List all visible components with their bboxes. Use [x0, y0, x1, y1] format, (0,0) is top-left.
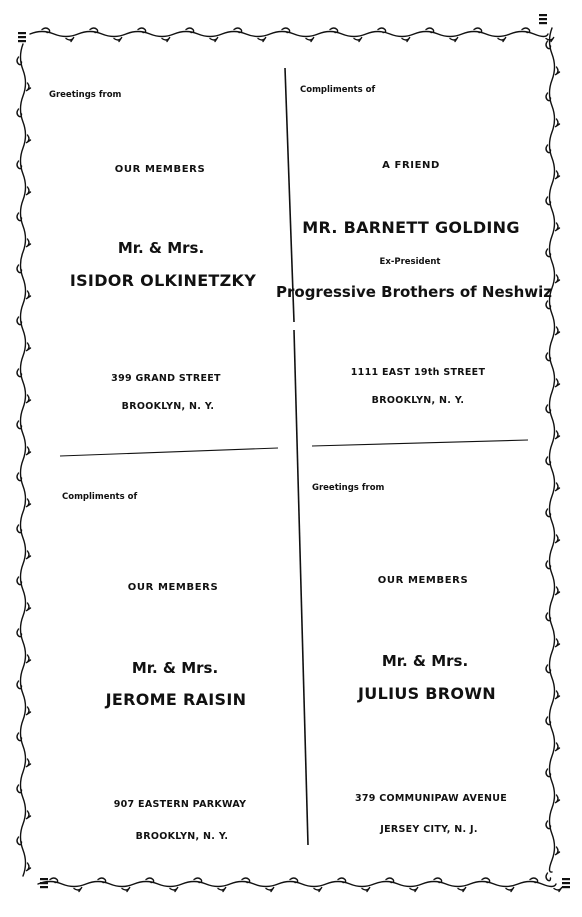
ad-greeting: Greetings from: [49, 90, 122, 100]
ad-greeting: Compliments of: [62, 492, 138, 502]
ad-city: BROOKLYN, N. Y.: [371, 395, 465, 406]
ad-greeting: Compliments of: [300, 85, 376, 95]
ad-name: JULIUS BROWN: [358, 684, 496, 703]
ad-organization: Progressive Brothers of Neshwiz: [276, 283, 552, 301]
ad-group: OUR MEMBERS: [127, 582, 219, 593]
ad-address: 907 EASTERN PARKWAY: [113, 799, 247, 810]
ad-name: ISIDOR OLKINETZKY: [69, 271, 257, 290]
ad-group: OUR MEMBERS: [377, 575, 469, 586]
ad-address: 399 GRAND STREET: [111, 373, 221, 384]
ad-address: 1111 EAST 19th STREET: [350, 367, 486, 378]
ad-role: Ex-President: [379, 257, 441, 267]
ad-city: BROOKLYN, N. Y.: [121, 401, 215, 412]
ad-title: Mr. & Mrs.: [117, 239, 205, 257]
vertical-divider: [294, 330, 308, 845]
ad-title: Mr. & Mrs.: [381, 652, 469, 670]
ad-city: JERSEY CITY, N. J.: [380, 824, 478, 835]
ad-name: MR. BARNETT GOLDING: [302, 218, 520, 237]
horizontal-divider-left: [60, 448, 278, 456]
ad-group: OUR MEMBERS: [114, 164, 206, 175]
ad-name: JEROME RAISIN: [105, 690, 247, 709]
ad-title: Mr. & Mrs.: [131, 659, 219, 677]
ad-city: BROOKLYN, N. Y.: [135, 831, 229, 842]
ad-group: A FRIEND: [382, 160, 440, 171]
horizontal-divider-right: [312, 440, 528, 446]
ad-greeting: Greetings from: [312, 483, 385, 493]
ad-address: 379 COMMUNIPAW AVENUE: [354, 793, 508, 804]
